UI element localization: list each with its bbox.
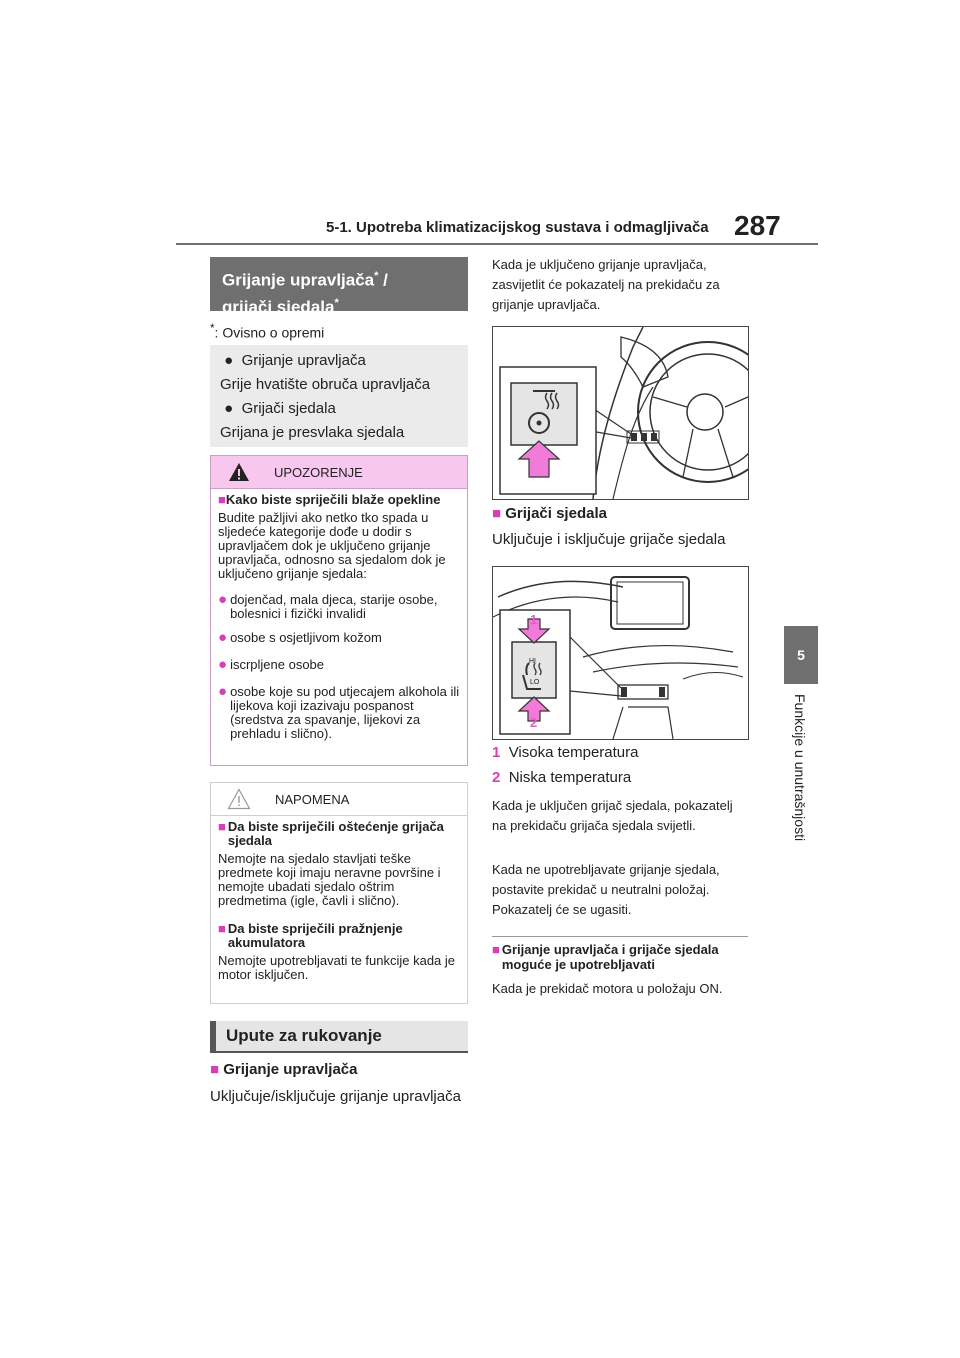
legend-item-1	[492, 744, 638, 761]
warning-title: UPOZORENJE	[274, 464, 363, 480]
seat-subhead	[492, 505, 607, 522]
summary-item-2-desc: Grijana je presvlaka sjedala	[220, 424, 405, 441]
pink-dot-icon: ●	[218, 629, 228, 646]
square-bullet-icon: ■	[218, 819, 226, 834]
chapter-title: 5-1. Upotreba klimatizacijskog sustava i odmagljivača	[326, 219, 709, 236]
notice-subhead-2-text: Da biste spriječili pražnjenje akumulatora	[227, 921, 403, 950]
notice-body	[211, 816, 467, 986]
square-bullet-icon: ■	[218, 921, 226, 936]
chapter-tab-label-text: Funkcije u unutrašnjosti	[792, 694, 808, 842]
dashboard-illustration	[493, 567, 748, 739]
square-bullet-icon: ■	[218, 492, 226, 507]
steering-intro: Kada je uključeno grijanje upravljača, zasvijetlit će pokazatelj na prekidaču za grijanje upravljača.	[492, 257, 720, 312]
warning-subhead	[218, 493, 460, 507]
steering-subhead-text: Grijanje upravljača	[223, 1061, 358, 1078]
notice-header	[211, 783, 467, 816]
legend-text-1: Visoka temperatura	[508, 744, 639, 761]
asterisk-1: *	[374, 270, 379, 282]
steering-subhead	[210, 1061, 357, 1078]
summary-item-2-title	[220, 397, 458, 421]
warning-box	[210, 455, 468, 766]
notice-text-2: Nemojte upotrebljavati te funkcije kada je motor isključen.	[218, 953, 456, 982]
warning-bullet-1	[218, 593, 460, 621]
right-divider	[492, 936, 748, 937]
seat-text: Uključuje i isključuje grijače sjedala	[492, 531, 726, 548]
legend-item-2	[492, 769, 631, 786]
summary-item-1-title-text: Grijanje upravljača	[241, 352, 366, 369]
fig-label-lo: LO	[530, 679, 540, 686]
warning-bullet-3-text: iscrpljene osobe	[230, 657, 325, 672]
chapter-tab-label	[794, 694, 808, 870]
pink-dot-icon: ●	[218, 656, 228, 673]
legend-num-2: 2	[492, 769, 501, 786]
section-heading-line2: grijači sjedala	[222, 297, 335, 317]
caution-outline-icon	[227, 788, 251, 810]
feature-summary-box	[210, 345, 468, 447]
summary-item-1-desc: Grije hvatište obruča upravljača	[220, 376, 431, 393]
usage-heading: Upute za rukovanje	[210, 1021, 468, 1053]
warning-bullet-4-text: osobe koje su pod utjecajem alkohola ili lijekova koji izazivaju pospanost (sredstva za spavanje, lijekovi za prehladu i slično).	[230, 684, 460, 741]
square-bullet-icon: ■	[492, 942, 500, 957]
seat-heater-figure	[492, 566, 749, 740]
warning-intro: Budite pažljivi ako netko tko spada u sljedeće kategorije dođe u dodir s upravljačem dok je uključeno grijanje upravljača, odnosno sa sjedalom dok je uključeno grijanje sjedala:	[218, 510, 446, 581]
notice-box	[210, 782, 468, 1004]
warning-body	[211, 489, 467, 765]
warning-bullet-2	[218, 631, 460, 645]
chapter-tab: 5	[784, 626, 818, 684]
steering-heater-figure	[492, 326, 749, 500]
pink-dot-icon: ●	[218, 591, 228, 608]
asterisk-2: *	[334, 296, 339, 309]
warning-triangle-icon	[228, 462, 250, 482]
warning-subhead-text: Kako biste spriječili blaže opekline	[225, 492, 441, 507]
notice-subhead-1-text: Da biste spriječili oštećenje grijača sjedala	[227, 819, 444, 848]
notice-subhead-2	[218, 922, 460, 950]
usage-condition-subhead-text: Grijanje upravljača i grijače sjedala moguće je upotrebljavati	[501, 942, 719, 972]
page-number: 287	[734, 210, 781, 241]
section-heading	[210, 257, 468, 317]
legend-num-1: 1	[492, 744, 501, 761]
warning-header	[211, 456, 467, 489]
seat-neutral-paragraph: Kada ne upotrebljavate grijanje sjedala, postavite prekidač u neutralni položaj. Pokazatelj će se ugasiti.	[492, 862, 720, 917]
footnote-text: : Ovisno o opremi	[214, 324, 325, 341]
seat-subhead-text: Grijači sjedala	[505, 505, 607, 522]
warning-bullet-2-text: osobe s osjetljivom kožom	[230, 630, 382, 645]
usage-condition-text: Kada je prekidač motora u položaju ON.	[492, 981, 723, 996]
fig-label-2: 2	[530, 715, 538, 730]
section-heading-line1: Grijanje upravljača	[222, 270, 375, 290]
square-bullet-icon: ■	[210, 1061, 220, 1078]
fig-label-hi: HI	[529, 658, 536, 665]
usage-condition-subhead	[492, 942, 752, 972]
section-heading-slash: /	[378, 270, 388, 290]
notice-subhead-1	[218, 820, 460, 848]
notice-title: NAPOMENA	[275, 791, 350, 807]
warning-bullet-4	[218, 685, 460, 741]
header-rule	[176, 243, 818, 245]
steering-wheel-illustration	[493, 327, 748, 499]
bullet-dot-icon: ●	[224, 400, 234, 417]
footnote-mark: *	[210, 322, 215, 335]
steering-text: Uključuje/isključuje grijanje upravljača	[210, 1088, 461, 1105]
seat-indicator-paragraph: Kada je uključen grijač sjedala, pokazatelj na prekidaču grijača sjedala svijetli.	[492, 798, 733, 833]
summary-item-1-title	[220, 349, 458, 373]
legend-text-2: Niska temperatura	[508, 769, 632, 786]
warning-bullet-1-text: dojenčad, mala djeca, starije osobe, bolesnici i fizički invalidi	[230, 592, 438, 621]
notice-text-1: Nemojte na sjedalo stavljati teške predmete koji imaju neravne površine i nemojte ubadati sjedalo oštrim predmetima (igle, čavli i slično).	[218, 851, 441, 908]
pink-dot-icon: ●	[218, 683, 228, 700]
summary-item-2-title-text: Grijači sjedala	[241, 400, 336, 417]
square-bullet-icon: ■	[492, 505, 502, 522]
fig-label-1: 1	[530, 612, 538, 627]
warning-bullet-3	[218, 658, 460, 672]
footnote	[210, 322, 324, 341]
bullet-dot-icon: ●	[224, 352, 234, 369]
